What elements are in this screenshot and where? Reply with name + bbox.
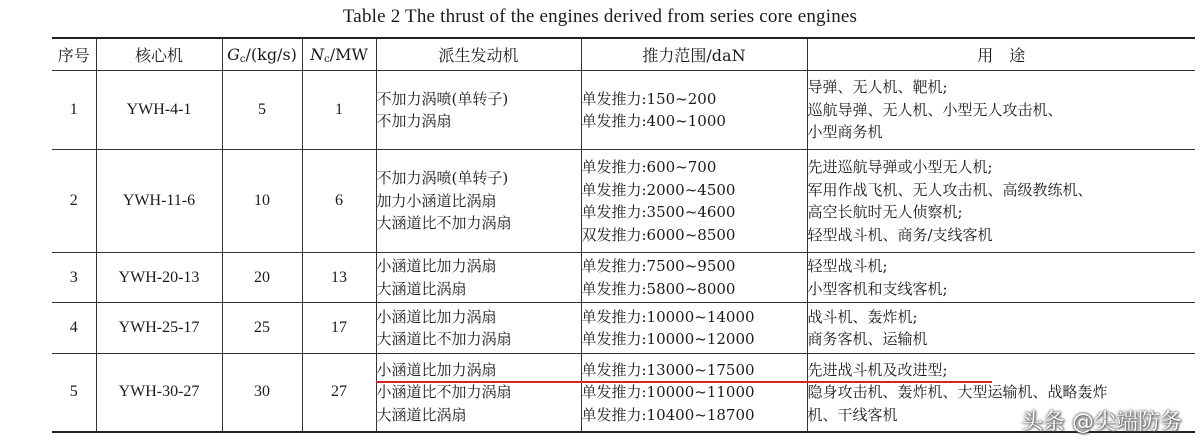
- engine-table: [52, 37, 1195, 433]
- header-usage: 用 途: [807, 38, 1195, 71]
- usage-line: 高空长航时无人侦察机;: [807, 203, 963, 221]
- derived-line: 小涵道比加力涡扇: [376, 360, 497, 379]
- gc-cell: 30: [222, 354, 302, 432]
- core-engine-cell: YWH-20-13: [96, 253, 222, 303]
- table-caption: Table 2 The thrust of the engines derived from series core engines: [342, 6, 858, 27]
- derived-engine-cell: [376, 253, 581, 303]
- header-core-engine: 核心机: [96, 38, 222, 71]
- usage-cell: [807, 150, 1195, 253]
- usage-cell: [807, 71, 1195, 150]
- usage-line: 机、干线客机: [807, 405, 898, 424]
- thrust-line: 单发推力:10000~14000: [581, 307, 755, 326]
- table-body: [52, 71, 1195, 432]
- header-thrust-range: 推力范围/daN: [581, 38, 807, 71]
- core-engine-cell: YWH-30-27: [96, 354, 222, 432]
- core-engine-cell: YWH-25-17: [96, 303, 222, 354]
- core-engine-cell: YWH-11-6: [96, 150, 222, 253]
- thrust-line: 单发推力:13000~17500: [581, 360, 755, 379]
- gc-cell: 25: [222, 303, 302, 354]
- thrust-cell: [581, 303, 807, 354]
- thrust-cell: [581, 150, 807, 253]
- derived-line: 小涵道比加力涡扇: [376, 307, 497, 326]
- header-index: 序号: [52, 38, 96, 71]
- derived-line: 不加力涡喷(单转子): [376, 169, 509, 188]
- derived-engine-cell: [376, 354, 581, 432]
- derived-line: 不加力涡扇: [376, 112, 452, 130]
- nc-cell: 27: [302, 354, 376, 432]
- derived-engine-cell: [376, 303, 581, 354]
- usage-cell: [807, 253, 1195, 303]
- thrust-cell: [581, 71, 807, 150]
- derived-line: 加力小涵道比涡扇: [376, 191, 497, 210]
- derived-engine-cell: [376, 150, 581, 253]
- usage-line: 巡航导弹、无人机、小型无人攻击机、: [807, 100, 1063, 119]
- row-index: 5: [52, 354, 96, 432]
- gc-cell: 5: [222, 71, 302, 150]
- thrust-line: 单发推力:2000~4500: [581, 180, 736, 199]
- usage-line: 轻型战斗机;: [807, 257, 888, 275]
- thrust-line: 双发推力:6000~8500: [581, 225, 736, 244]
- usage-cell: [807, 303, 1195, 354]
- row-index: 1: [52, 71, 96, 150]
- derived-engine-cell: [376, 71, 581, 150]
- header-gc: $G_c/(kg/s)$: [222, 38, 302, 71]
- derived-line: 大涵道比不加力涡扇: [376, 214, 512, 233]
- nc-cell: 6: [302, 150, 376, 253]
- core-engine-cell: YWH-4-1: [96, 71, 222, 150]
- highlight-underline: [376, 381, 992, 383]
- nc-cell: 13: [302, 253, 376, 303]
- derived-line: 大涵道比涡扇: [376, 279, 467, 298]
- usage-line: 隐身攻击机、轰炸机、大型运输机、战略轰炸: [807, 383, 1108, 401]
- usage-line: 军用作战飞机、无人攻击机、高级教练机、: [807, 180, 1093, 199]
- usage-line: 先进战斗机及改进型;: [807, 360, 948, 379]
- thrust-line: 单发推力:7500~9500: [581, 257, 736, 275]
- header-row: [52, 38, 1195, 71]
- thrust-line: 单发推力:3500~4600: [581, 203, 736, 221]
- gc-cell: 20: [222, 253, 302, 303]
- derived-line: 大涵道比涡扇: [376, 405, 467, 424]
- thrust-line: 单发推力:400~1000: [581, 112, 726, 130]
- table-row: [52, 253, 1195, 303]
- table-row: [52, 150, 1195, 253]
- usage-line: 战斗机、轰炸机;: [807, 307, 918, 326]
- header-derived-engine: 派生发动机: [376, 38, 581, 71]
- derived-line: 大涵道比不加力涡扇: [376, 330, 512, 348]
- derived-line: 不加力涡喷(单转子): [376, 89, 509, 108]
- usage-line: 导弹、无人机、靶机;: [807, 78, 948, 97]
- gc-cell: 10: [222, 150, 302, 253]
- table-row: [52, 303, 1195, 354]
- row-index: 4: [52, 303, 96, 354]
- row-index: 3: [52, 253, 96, 303]
- thrust-line: 单发推力:150~200: [581, 89, 717, 108]
- usage-line: 轻型战斗机、商务/支线客机: [807, 225, 993, 244]
- derived-line: 小涵道比加力涡扇: [376, 257, 497, 275]
- thrust-line: 单发推力:10000~11000: [581, 383, 755, 401]
- thrust-line: 单发推力:10400~18700: [581, 405, 755, 424]
- header-nc: $N_c/MW$: [302, 38, 376, 71]
- row-index: 2: [52, 150, 96, 253]
- usage-line: 小型客机和支线客机;: [807, 279, 948, 298]
- usage-line: 商务客机、运输机: [807, 330, 928, 348]
- table-row: [52, 71, 1195, 150]
- usage-line: 小型商务机: [807, 123, 883, 142]
- thrust-line: 单发推力:5800~8000: [581, 279, 736, 298]
- thrust-line: 单发推力:600~700: [581, 158, 717, 176]
- thrust-cell: [581, 253, 807, 303]
- thrust-cell: [581, 354, 807, 432]
- thrust-line: 单发推力:10000~12000: [581, 330, 755, 348]
- nc-cell: 17: [302, 303, 376, 354]
- derived-line: 小涵道比不加力涡扇: [376, 383, 512, 401]
- usage-line: 先进巡航导弹或小型无人机;: [807, 158, 993, 176]
- nc-cell: 1: [302, 71, 376, 150]
- watermark: 头条 @尖端防务: [1021, 410, 1182, 435]
